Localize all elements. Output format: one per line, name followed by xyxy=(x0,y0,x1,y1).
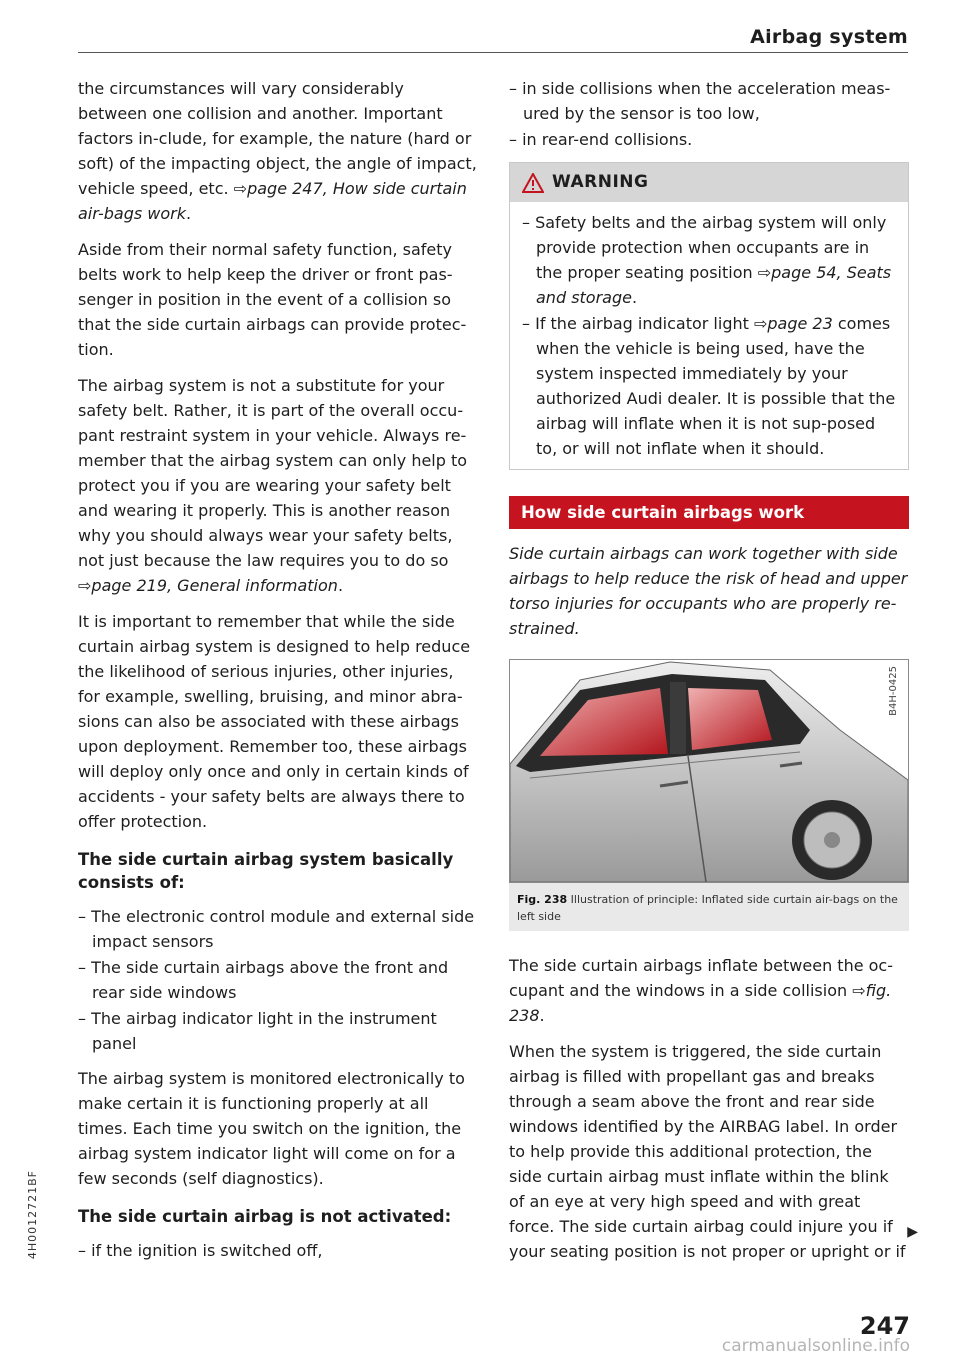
rear-curtain-airbag xyxy=(688,688,772,750)
reference-arrow-icon: ⇨ xyxy=(852,981,866,1000)
reference-arrow-icon: ⇨ xyxy=(757,263,772,282)
section-heading: How side curtain airbags work xyxy=(509,496,909,529)
not-activated-list xyxy=(78,1238,478,1263)
list-item: – in rear-end collisions. xyxy=(509,127,909,152)
paragraph-5: The airbag system is monitored electronically to make certain it is functioning properly at all times. Each time you switch on the ignition, the airbag system indicator light will come on for a few seconds (self diagnostics). xyxy=(78,1069,465,1188)
page-number: 247 xyxy=(859,1312,910,1340)
left-column xyxy=(78,76,478,1273)
warning-text: Safety belts and the airbag system will only provide protection when occupants are in the proper seating position xyxy=(535,213,887,282)
reference-arrow-icon: ⇨ xyxy=(78,576,92,595)
cross-reference-link[interactable]: fig. 238 xyxy=(509,981,892,1025)
page-header-title: Airbag system xyxy=(750,26,908,48)
right-column xyxy=(509,76,909,1275)
warning-text: . xyxy=(631,288,638,307)
cross-reference-link[interactable]: page 54, Seats and storage xyxy=(536,263,892,307)
paragraph-3 xyxy=(78,373,478,598)
cross-reference-link[interactable]: page 247, How side curtain air-bags work xyxy=(78,179,467,223)
figure-caption xyxy=(509,883,909,931)
paragraph-7: When the system is triggered, the side curtain airbag is filled with propellant gas and breaks through a seam above the front and rear side windows identified by the AIRBAG label. In order to help provide this additional protection, the side curtain airbag must inflate within the blink of an eye at very high speed and with great force. The side curtain airbag could injure you if your seating position is not proper or upright or if xyxy=(509,1042,906,1261)
list-item: – in side collisions when the acceleration meas-ured by the sensor is too low, xyxy=(509,76,909,126)
cross-reference-link[interactable]: page 219, General information xyxy=(91,576,338,595)
header-divider xyxy=(78,52,908,53)
paragraph-text: The airbag system is not a substitute for your safety belt. Rather, it is part of the overall occu-pant restraint system in your vehicle. Always re-member that the airbag system can only help to protect you if you are wearing your safety belt and wearing it properly. This is another reason why you should always wear your safety belts, not just because the law requires you to do so xyxy=(78,376,468,570)
warning-text: If the airbag indicator light xyxy=(535,314,754,333)
figure-238 xyxy=(509,659,909,883)
warning-triangle-icon xyxy=(522,173,544,193)
list-item: – if the ignition is switched off, xyxy=(78,1238,478,1263)
paragraph-4: It is important to remember that while the side curtain airbag system is designed to help reduce the likelihood of serious injuries, other injuries, for example, swelling, bruising, and minor abra-sions can also be associated with these airbags upon deployment. Remember too, these airbags will deploy only once and only in certain kinds of accidents - your safety belts are always there to offer protection. xyxy=(78,612,471,831)
cross-reference-link[interactable]: page 23 xyxy=(767,314,833,333)
paragraph-text: the circumstances will vary considerably between one collision and another. Important factors in-clude, for example, the nature (hard or soft) of the impacting object, the angle of impact, vehicle speed, etc. xyxy=(78,79,477,198)
document-code: 4H0012721BF xyxy=(26,1170,39,1260)
heading-not-activated: The side curtain airbag is not activated: xyxy=(78,1207,452,1226)
components-list xyxy=(78,904,478,1056)
warning-box xyxy=(509,162,909,470)
heading-system-components: The side curtain airbag system basically consists of: xyxy=(78,850,454,892)
car-illustration xyxy=(510,660,908,882)
paragraph-1 xyxy=(78,76,478,226)
paragraph-text: . xyxy=(337,576,344,595)
list-item: – The airbag indicator light in the instrument panel xyxy=(78,1006,478,1056)
not-activated-list-continued xyxy=(509,76,909,152)
warning-item xyxy=(522,311,896,461)
paragraph-2: Aside from their normal safety function, safety belts work to help keep the driver or front pas-senger in position in the event of a collision so that the side curtain airbags can provide protec-tion. xyxy=(78,240,467,359)
section-intro: Side curtain airbags can work together with side airbags to help reduce the risk of head and upper torso injuries for occupants who are properly re-strained. xyxy=(509,544,908,638)
figure-code: B4H-0425 xyxy=(888,666,899,716)
paragraph-text: . xyxy=(539,1006,545,1025)
warning-label: WARNING xyxy=(552,172,649,192)
warning-body xyxy=(510,202,908,469)
paragraph-text: The side curtain airbags inflate between the oc-cupant and the windows in a side collision xyxy=(509,956,893,1000)
warning-list xyxy=(522,210,896,461)
warning-header xyxy=(510,163,908,202)
list-item: – The side curtain airbags above the front and rear side windows xyxy=(78,955,478,1005)
list-item: – The electronic control module and external side impact sensors xyxy=(78,904,478,954)
reference-arrow-icon: ⇨ xyxy=(233,179,248,198)
warning-item xyxy=(522,210,896,310)
paragraph-text: . xyxy=(185,204,192,223)
caption-label: Fig. 238 xyxy=(517,893,568,906)
paragraph-6 xyxy=(509,953,909,1028)
caption-text: Illustration of principle: Inflated side curtain air-bags on the left side xyxy=(517,893,898,923)
warning-text: comes when the vehicle is being used, have the system inspected immediately by your authorized Audi dealer. It is possible that the airbag will inflate when it is not sup-posed to, or will not inflate when it should. xyxy=(536,314,896,458)
continue-arrow-icon: ▶ xyxy=(907,1224,918,1240)
watermark: carmanualsonline.info xyxy=(721,1336,910,1356)
reference-arrow-icon: ⇨ xyxy=(753,314,768,333)
